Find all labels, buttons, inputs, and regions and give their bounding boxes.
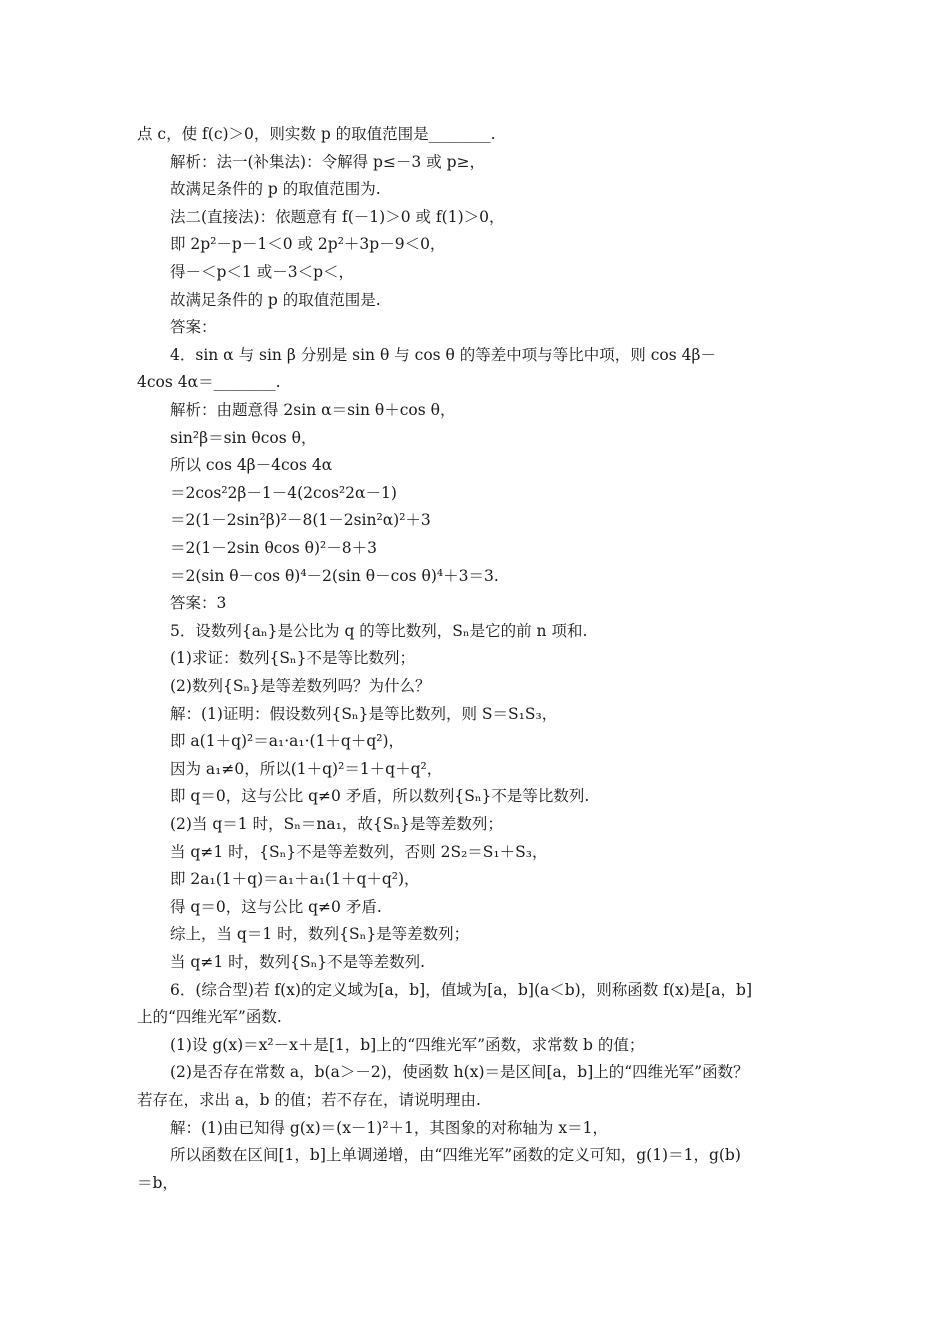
text-line: 4．sin α 与 sin β 分别是 sin θ 与 cos θ 的等差中项与等比中项，则 cos 4β－ — [170, 345, 716, 364]
text-line: 综上，当 q＝1 时，数列{Sₙ}是等差数列； — [170, 925, 470, 944]
text-line: 答案： — [170, 318, 217, 337]
text-line: ＝2(1－2sin²β)²－8(1－2sin²α)²＋3 — [170, 511, 431, 530]
text-line: 故满足条件的 p 的取值范围为. — [170, 180, 381, 199]
text-line: ＝2(sin θ－cos θ)⁴－2(sin θ－cos θ)⁴＋3＝3. — [170, 566, 499, 585]
text-line: 所以 cos 4β－4cos 4α — [170, 456, 333, 475]
text-line: 所以函数在区间[1，b]上单调递增，由“四维光军”函数的定义可知，g(1)＝1，g(b) — [170, 1146, 741, 1165]
text-line: 即 2a₁(1＋q)＝a₁＋a₁(1＋q＋q²)， — [170, 870, 420, 889]
text-line: 法二(直接法)：依题意有 f(－1)＞0 或 f(1)＞0， — [170, 207, 505, 226]
text-line: (1)设 g(x)＝x²－x＋是[1，b]上的“四维光军”函数，求常数 b 的值； — [170, 1035, 645, 1054]
text-line: 解析：由题意得 2sin α＝sin θ＋cos θ， — [170, 401, 456, 419]
text-line: 6．(综合型)若 f(x)的定义域为[a，b]，值域为[a，b](a＜b)，则称函数 f(x)是[a，b] — [170, 980, 752, 999]
text-line: 解析：法一(补集法)：令解得 p≤－3 或 p≥， — [170, 152, 486, 171]
text-line: 当 q≠1 时，数列{Sₙ}不是等差数列. — [170, 953, 426, 971]
text-line: sin²β＝sin θcos θ， — [170, 428, 317, 447]
text-line: 若存在，求出 a，b 的值；若不存在，请说明理由. — [137, 1091, 481, 1109]
text-line: 5．设数列{aₙ}是公比为 q 的等比数列，Sₙ是它的前 n 项和. — [170, 621, 588, 640]
text-line: 当 q≠1 时，{Sₙ}不是等差数列，否则 2S₂＝S₁＋S₃， — [170, 842, 548, 861]
text-line: 即 q＝0，这与公比 q≠0 矛盾，所以数列{Sₙ}不是等比数列. — [170, 787, 590, 806]
text-line: 得－＜p＜1 或－3＜p＜， — [170, 263, 354, 281]
text-line: 因为 a₁≠0，所以(1＋q)²＝1＋q＋q²， — [170, 759, 443, 778]
text-line: 即 2p²－p－1＜0 或 2p²＋3p－9＜0， — [170, 235, 446, 254]
text-line: 解：(1)由已知得 g(x)＝(x－1)²＋1，其图象的对称轴为 x＝1， — [170, 1118, 608, 1137]
text-line: 即 a(1＋q)²＝a₁·a₁·(1＋q＋q²)， — [170, 732, 405, 751]
text-line: (2)是否存在常数 a，b(a＞－2)，使函数 h(x)＝是区间[a，b]上的“四维光军”函数？ — [170, 1063, 749, 1082]
text-line: ＝2(1－2sin θcos θ)²－8＋3 — [170, 539, 377, 557]
text-line: 答案：3 — [170, 594, 227, 613]
text-line: 上的“四维光军”函数. — [137, 1008, 282, 1027]
text-line: (2)当 q＝1 时，Sₙ＝na₁，故{Sₙ}是等差数列； — [170, 815, 503, 833]
text-line: (2)数列{Sₙ}是等差数列吗？为什么？ — [170, 677, 431, 695]
text-line: 点 c，使 f(c)＞0，则实数 p 的取值范围是________. — [137, 125, 496, 143]
text-line: 故满足条件的 p 的取值范围是. — [170, 290, 381, 309]
text-line: ＝2cos²2β－1－4(2cos²2α－1) — [170, 483, 397, 502]
text-line: ＝b， — [137, 1173, 178, 1192]
text-line: 4cos 4α＝________. — [137, 373, 281, 392]
text-line: 解：(1)证明：假设数列{Sₙ}是等比数列，则 S＝S₁S₃， — [170, 704, 558, 723]
text-line: 得 q＝0，这与公比 q≠0 矛盾. — [170, 897, 382, 916]
text-line: (1)求证：数列{Sₙ}不是等比数列； — [170, 649, 416, 668]
